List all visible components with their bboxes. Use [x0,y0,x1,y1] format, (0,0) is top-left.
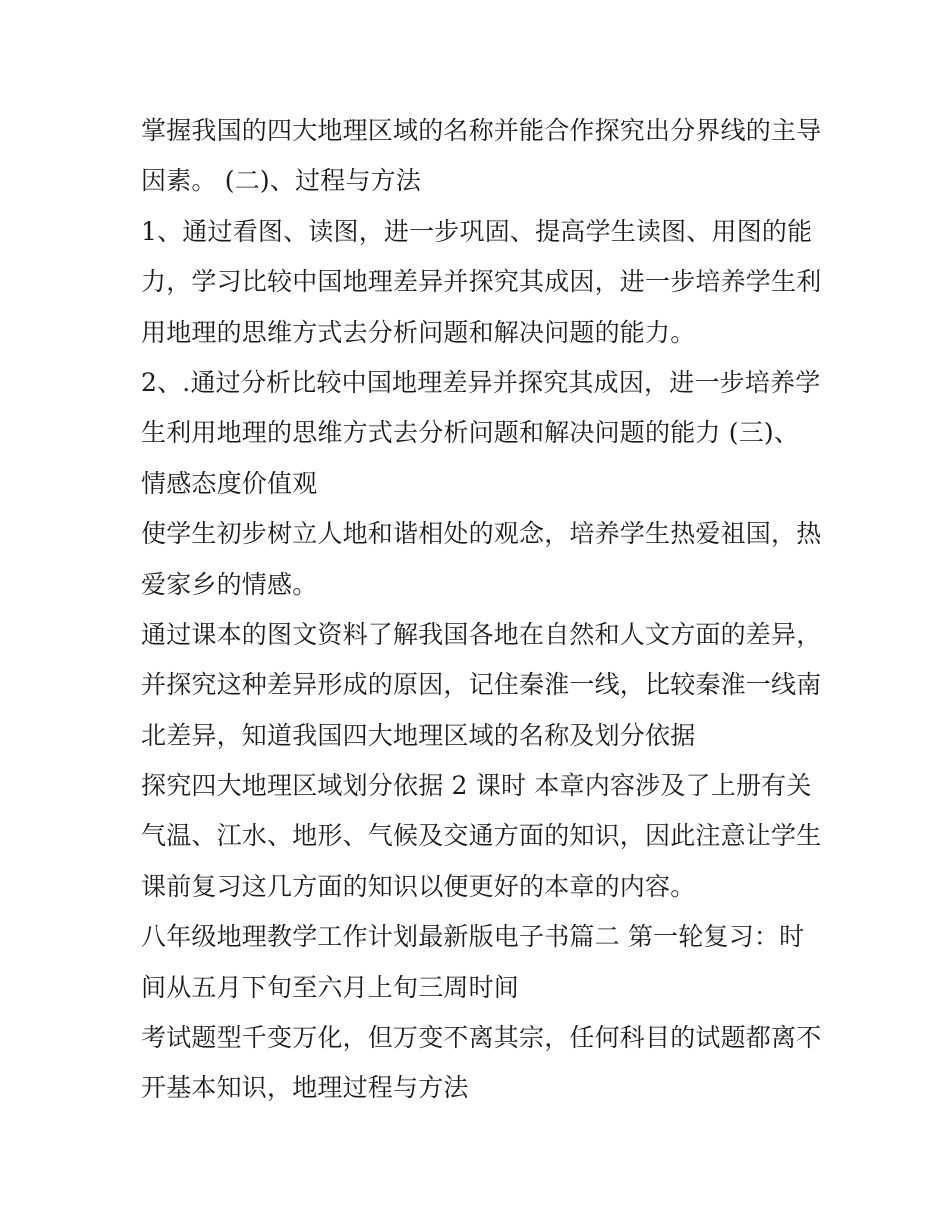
text-line: 北差异，知道我国四大地理区域的名称及划分依据 [141,720,696,750]
text-line: 用地理的思维方式去分析问题和解决问题的能力。 [141,317,696,347]
text-line: 课前复习这几方面的知识以便更好的本章的内容。 [141,871,696,901]
text-line: 爱家乡的情感。 [141,569,318,599]
text-line: 开基本知识，地理过程与方法 [141,1073,469,1103]
text-line: 掌握我国的四大地理区域的名称并能合作探究出分界线的主导 [141,116,822,145]
text-line: 2、.通过分析比较中国地理差异并探究其成因，进一步培养学 [141,367,821,397]
text-line: 探究四大地理区域划分依据 2 课时 本章内容涉及了上册有关 [141,771,812,801]
text-line: 气温、江水、地形、气候及交通方面的知识，因此注意让学生 [141,821,822,851]
text-line: 通过课本的图文资料了解我国各地在自然和人文方面的差异， [141,619,822,649]
text-line: 使学生初步树立人地和谐相处的观念，培养学生热爱祖国，热 [141,519,822,549]
text-line: 间从五月下旬至六月上旬三周时间 [141,972,520,1002]
text-line: 1、通过看图、读图，进一步巩固、提高学生读图、用图的能 [141,216,813,246]
text-line: 生利用地理的思维方式去分析问题和解决问题的能力 (三)、 [141,418,800,448]
text-line: 八年级地理教学工作计划最新版电子书篇二 第一轮复习：时 [141,922,805,952]
text-line: 并探究这种差异形成的原因，记住秦淮一线，比较秦淮一线南 [141,670,822,700]
text-line: 考试题型千变万化，但万变不离其宗，任何科目的试题都离不 [141,1023,822,1053]
text-line: 因素。 (二)、过程与方法 [141,166,422,196]
document-body [141,106,821,1114]
text-line: 情感态度价值观 [141,468,318,498]
text-line: 力，学习比较中国地理差异并探究其成因，进一步培养学生利 [141,267,822,297]
